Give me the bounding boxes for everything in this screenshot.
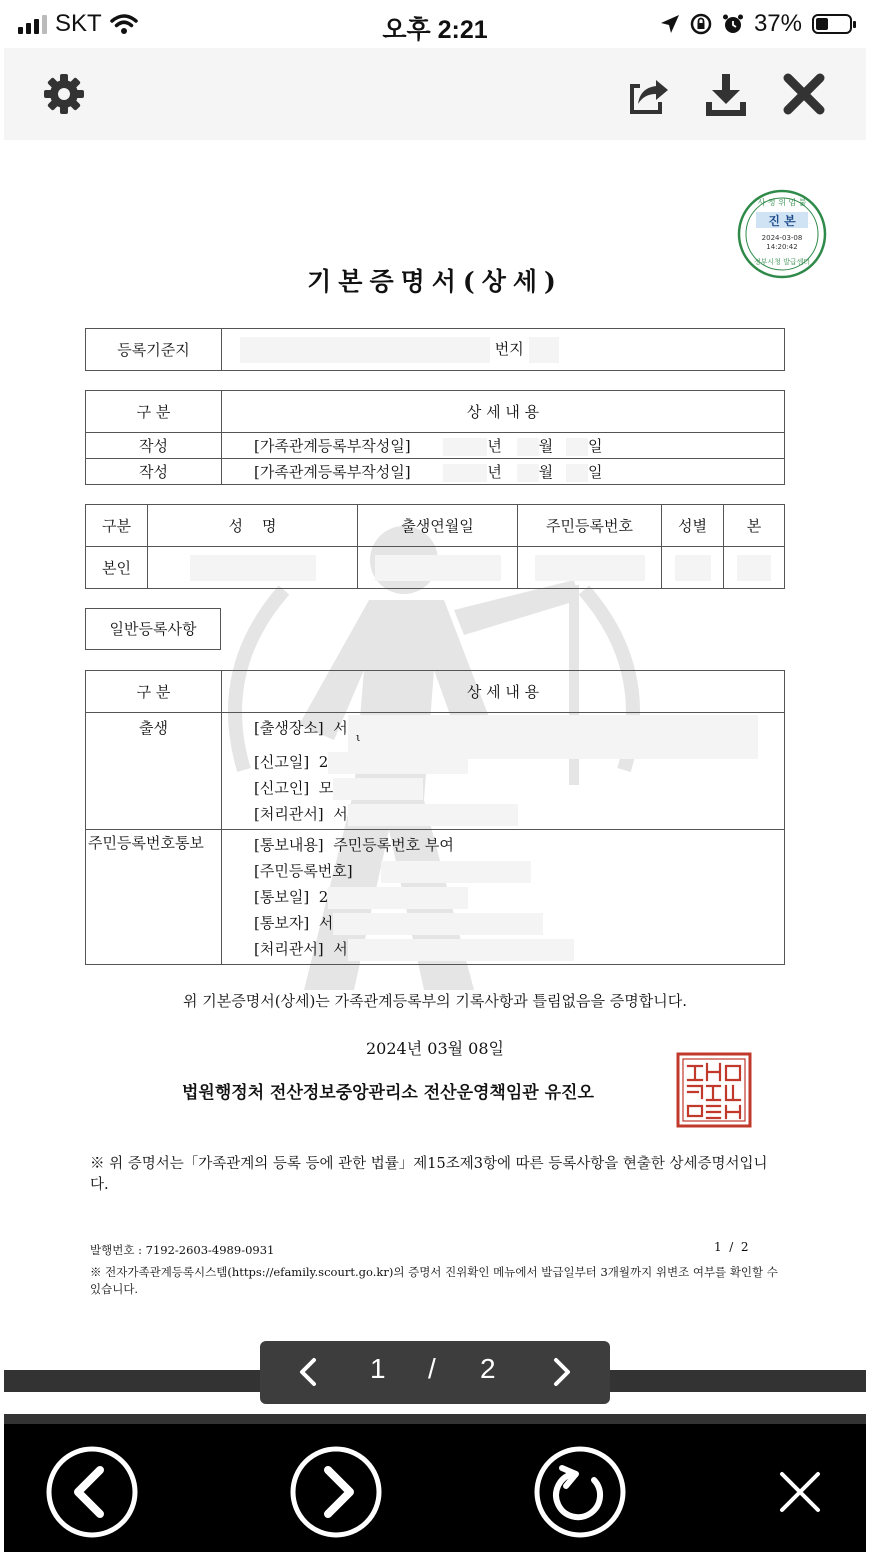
row-year-label: 년 xyxy=(487,463,502,481)
redacted-reporter xyxy=(333,778,423,800)
row-day-label: 일 xyxy=(587,463,603,481)
document-title: 기본증명서(상세) xyxy=(307,267,563,296)
table-row xyxy=(86,433,785,459)
legal-note: ※ 위 증명서는「가족관계의 등록 등에 관한 법률」제15조제3항에 따른 등록사항을 현출한 상세증명서입니다. xyxy=(90,1156,768,1193)
issuer-name: 법원행정처 전산정보중앙관리소 전산운영책임관 유진오 xyxy=(182,1083,594,1103)
document-page xyxy=(4,140,866,1372)
detail-value: ι xyxy=(356,731,361,744)
official-red-seal xyxy=(676,1052,752,1128)
reload-icon[interactable] xyxy=(532,1444,628,1540)
person-header-birth: 출생연월일 xyxy=(358,505,518,547)
seal-bottom-text: 정부시청 발급센터 xyxy=(753,258,811,266)
redacted-rrn-value xyxy=(381,861,531,883)
table-row xyxy=(86,459,785,485)
detail-key: [신고일] xyxy=(254,753,310,771)
redacted-name xyxy=(190,555,316,581)
birth-category: 출생 xyxy=(86,713,222,830)
resident-details xyxy=(222,830,785,965)
row-item: [가족관계등록부작성일] xyxy=(254,437,411,455)
alarm-icon xyxy=(722,13,744,35)
detail-key: [처리관서] xyxy=(254,805,324,823)
person-birth-cell xyxy=(358,547,518,589)
carrier-label: SKT xyxy=(55,10,102,37)
registration-suffix: 번지 xyxy=(494,339,524,358)
birth-row xyxy=(86,713,785,830)
share-icon[interactable] xyxy=(624,70,672,118)
detail-value: 서 xyxy=(318,914,334,932)
person-header-name: 성 명 xyxy=(148,505,358,547)
registration-label: 등록기준지 xyxy=(86,329,222,371)
battery-percent: 37% xyxy=(753,10,802,37)
detail-key: [통보자] xyxy=(254,914,310,932)
redacted-office xyxy=(348,939,574,961)
total-pages: 2 xyxy=(480,1353,496,1384)
detail-value: 서 xyxy=(333,805,348,823)
record-table xyxy=(85,390,785,485)
resident-row xyxy=(86,830,785,965)
detail-line xyxy=(254,910,784,936)
detail-line xyxy=(254,936,784,962)
detail-value: 2 xyxy=(318,888,329,906)
page-separator: / xyxy=(428,1353,436,1384)
registration-table xyxy=(85,328,785,371)
detail-value: 서 xyxy=(333,940,348,958)
seal-center-text: 진 본 xyxy=(768,214,796,228)
redacted-birth xyxy=(375,555,501,581)
header-category: 구 분 xyxy=(86,391,222,433)
detail-key: [처리관서] xyxy=(254,940,324,958)
detail-key: [신고인] xyxy=(254,779,310,797)
detail-value: 주민등록번호 부여 xyxy=(333,836,454,854)
redacted-day xyxy=(566,464,588,482)
verification-footnote: ※ 전자가족관계등록시스템(https://efamily.scourt.go.kr)의 증명서 진위확인 메뉴에서 발급일부터 3개월까지 위변조 여부를 확인할 수 있습니다. xyxy=(90,1265,778,1296)
redacted-lot-number xyxy=(529,337,559,363)
person-header-origin: 본 xyxy=(724,505,785,547)
detail-key: [통보일] xyxy=(254,888,310,906)
row-day-label: 일 xyxy=(587,437,603,455)
viewer-toolbar xyxy=(4,48,866,140)
person-sex-cell xyxy=(662,547,724,589)
birth-details xyxy=(222,713,785,830)
detail-value: 모 xyxy=(318,779,334,797)
person-header-sex: 성별 xyxy=(662,505,724,547)
detail-key: [주민등록번호] xyxy=(254,862,353,880)
row-item: [가족관계등록부작성일] xyxy=(254,463,411,481)
person-name-cell xyxy=(148,547,358,589)
issue-number: 발행번호 : 7192-2603-4989-0931 xyxy=(90,1243,275,1257)
detail-header-detail: 상 세 내 용 xyxy=(222,671,785,713)
row-category: 작성 xyxy=(86,459,222,485)
redacted-report-date xyxy=(328,752,468,774)
gear-icon[interactable] xyxy=(40,70,88,118)
detail-key: [출생장소] xyxy=(254,719,324,737)
seal-date: 2024-03-08 xyxy=(761,234,803,242)
clock: 오후 2:21 xyxy=(382,16,488,44)
redacted-year xyxy=(443,464,487,482)
general-section-label: 일반등록사항 xyxy=(85,608,221,650)
status-bar xyxy=(0,0,870,48)
header-detail: 상 세 내 용 xyxy=(222,391,785,433)
detail-line xyxy=(254,884,784,910)
redacted-month xyxy=(517,438,539,456)
detail-value: 서 xyxy=(333,719,348,737)
redacted-origin xyxy=(737,555,771,581)
redacted-month xyxy=(517,464,539,482)
prev-page-icon[interactable] xyxy=(294,1355,324,1389)
page-divider xyxy=(4,1414,866,1424)
detail-key: [통보내용] xyxy=(254,836,324,854)
download-icon[interactable] xyxy=(702,70,750,118)
document-page-indicator: 1 / 2 xyxy=(714,1240,749,1254)
redacted-office xyxy=(348,804,518,826)
person-row-label: 본인 xyxy=(86,547,148,589)
detail-line xyxy=(254,832,784,858)
person-header-category: 구분 xyxy=(86,505,148,547)
row-category: 작성 xyxy=(86,433,222,459)
rotation-lock-icon xyxy=(690,13,712,35)
row-month-label: 월 xyxy=(538,463,554,481)
row-detail xyxy=(222,433,785,459)
certification-date: 2024년 03월 08일 xyxy=(366,1039,504,1058)
row-year-label: 년 xyxy=(487,437,502,455)
detail-line xyxy=(254,775,784,801)
battery-icon xyxy=(812,14,852,34)
person-rrn-cell xyxy=(518,547,662,589)
location-icon xyxy=(660,14,680,34)
detail-table xyxy=(85,670,785,965)
redacted-rrn xyxy=(535,555,645,581)
person-table xyxy=(85,504,785,589)
redacted-notice-date xyxy=(328,887,468,909)
registration-value xyxy=(222,329,785,371)
seal-top-text: 사 정 위 임 불 xyxy=(757,198,807,207)
current-page: 1 xyxy=(370,1353,386,1384)
row-detail xyxy=(222,459,785,485)
redacted-notifier xyxy=(333,913,543,935)
row-month-label: 월 xyxy=(538,437,554,455)
redacted-day xyxy=(566,438,588,456)
close-icon[interactable] xyxy=(780,70,828,118)
person-origin-cell xyxy=(724,547,785,589)
forward-circle-icon[interactable] xyxy=(288,1444,384,1540)
person-header-rrn: 주민등록번호 xyxy=(518,505,662,547)
detail-header-category: 구 분 xyxy=(86,671,222,713)
detail-line xyxy=(254,715,784,741)
seal-time: 14:20:42 xyxy=(766,243,798,251)
table-row xyxy=(86,547,785,589)
detail-line xyxy=(254,858,784,884)
redacted-year xyxy=(443,438,487,456)
certification-statement: 위 기본증명서(상세)는 가족관계등록부의 기록사항과 틀림없음을 증명합니다. xyxy=(183,992,687,1010)
redacted-address xyxy=(240,337,490,363)
detail-line xyxy=(254,801,784,827)
redacted-sex xyxy=(675,555,711,581)
detail-value: 2 xyxy=(318,753,329,771)
resident-category: 주민등록번호통보 xyxy=(86,830,222,965)
browser-bottom-bar xyxy=(4,1424,866,1552)
next-page-icon[interactable] xyxy=(546,1355,576,1389)
page-navigator xyxy=(260,1341,610,1404)
close-icon[interactable] xyxy=(778,1470,822,1514)
back-circle-icon[interactable] xyxy=(44,1444,140,1540)
